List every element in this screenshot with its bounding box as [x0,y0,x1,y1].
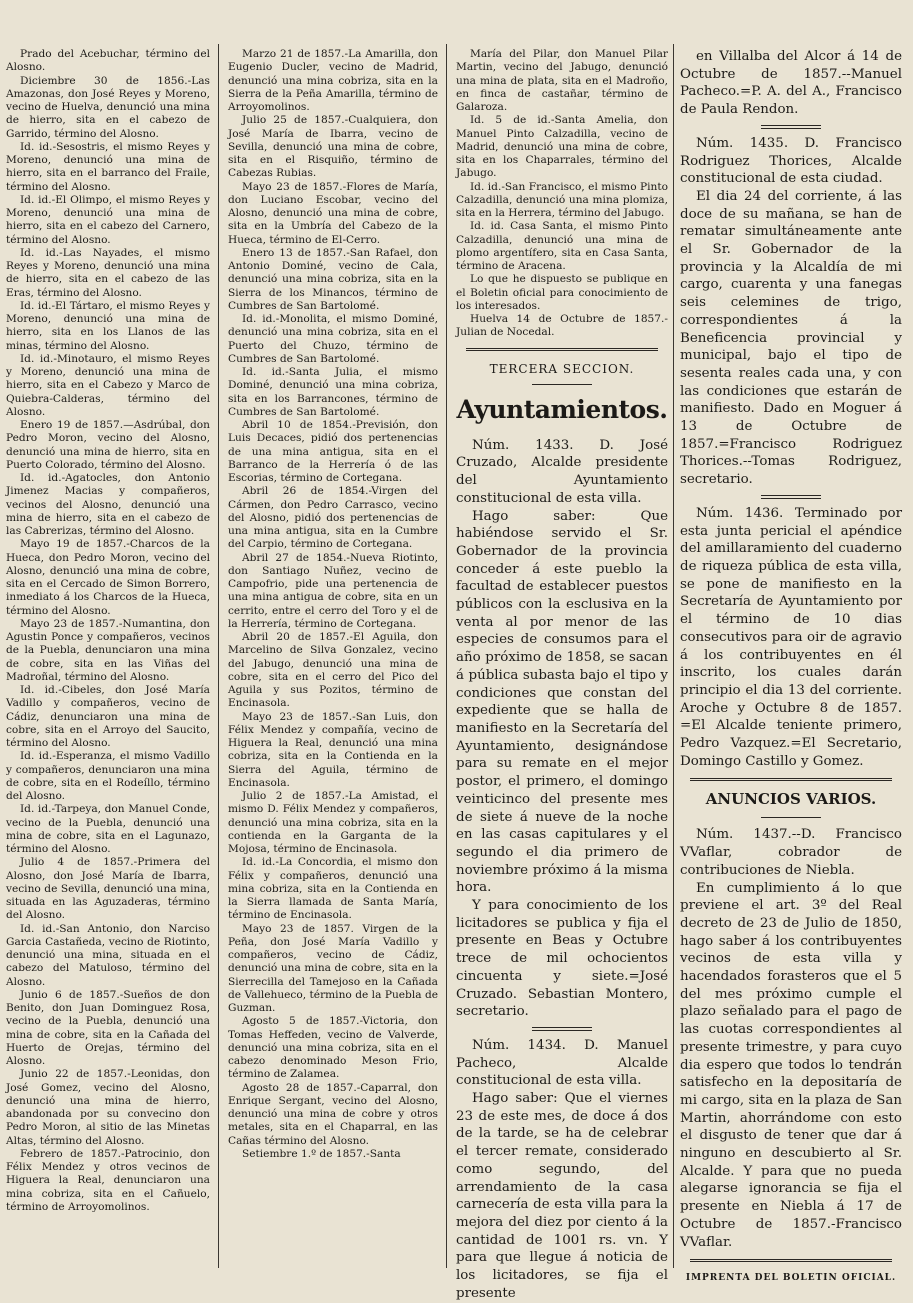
notice-1435-body: El dia 24 del corriente, á las doce de su mañana, se han de rematar simultáneamente ante el Sr. Gobernador de la provincia y la Alcaldía de mi cargo, cuarenta y una fanegas seis celemines de trigo, correspondientes á la Beneficencia provincial y municipal, bajo el tipo de sesenta reales cada una, y con las condiciones que estarán de manifiesto. Dado en Moguer á 13 de Octubre de 1857.=Francisco Rodriguez Thorices.--Tomas Rodriguez, secretario. [680,188,902,488]
column-rule [673,44,674,1268]
mine-entry: Id. id.-Agatocles, don Antonio Jimenez Macias y compañeros, vecinos del Alosno, denunció una mina de hierro, sita en el cabezo de las Cabrerizas, término del Alosno. [6,472,210,537]
notice-1434-body: Hago saber: Que el viernes 23 de este mes, de doce á dos de la tarde, se ha de celebrar el tercer remate, considerado como segundo, del arrendamiento de la casa carnecería de esta villa para la mejora del diez por ciento á la cantidad de 1001 rs. vn. Y para que llegue á noticia de los licitadores, se fija el presente [456,1091,668,1301]
mine-entry: Marzo 21 de 1857.-La Amarilla, don Eugenio Ducler, vecino de Madrid, denunció una mina cobriza, sita en la Sierra de la Peña Amarilla, término de Arroyomolinos. [228,48,438,113]
mine-entry: Julio 2 de 1857.-La Amistad, el mismo D. Félix Mendez y compañeros, denunció una mina cobriza, sita en la contienda en la Garganta de la Mojosa, término de Encinasola. [228,790,438,855]
column-3 [456,48,668,1301]
mine-entry: Abril 10 de 1854.-Previsión, don Luis Decaces, pidió dos pertenencias de una mina antigua, sita en el Barranco de la Herrería ó de las Escorias, término de Cortegana. [228,419,438,484]
column-rule [218,44,219,1268]
mine-entry: Enero 19 de 1857.—Asdrúbal, don Pedro Moron, vecino del Alosno, denunció una mina de hierro, sita en Puerto Colorado, término del Alosno. [6,419,210,471]
notice-1436: Núm. 1436. Terminado por esta junta pericial el apéndice del amillaramiento del cuaderno de riqueza pública de esta villa, se pone de manifiesto en la Secretaría de Ayuntamiento por el término de 10 dias consecutivos para oir de agravio á los contribuyentes en él inscrito, los cuales darán principio el dia 13 del corriente. Aroche y Octubre 8 de 1857. =El Alcalde teniente primero, Pedro Vazquez.=El Secretario, Domingo Castillo y Gomez. [680,505,902,769]
short-rule [761,125,821,129]
mine-entry: Id. id.-San Francisco, el mismo Pinto Calzadilla, denunció una mina plomiza, sita en la Herrera, término del Jabugo. [456,180,668,219]
mine-entry: Prado del Acebuchar, término del Alosno. [6,48,210,74]
mine-entry: Enero 13 de 1857.-San Rafael, don Antonio Dominé, vecino de Cala, denunció una mina cobriza, sita en la Sierra de los Minancos, término de Cumbres de San Bartolomé. [228,246,438,312]
double-rule [690,778,892,781]
section-title: TERCERA SECCION. [489,361,635,376]
mine-entry: Id. id.-Esperanza, el mismo Vadillo y compañeros, denunciaron una mina de cobre, sita en el Rodeíllo, término del Alosno. [6,750,210,802]
mine-entry: Abril 20 de 1857.-El Aguila, don Marcelino de Silva Gonzalez, vecino del Jabugo, denunció una mina de cobre, sita en el cerro del Pico del Aguila y sus Pozitos, término de Encinasola. [228,631,438,710]
mine-entry: Mayo 23 de 1857.-Flores de María, don Luciano Escobar, vecino del Alosno, denunció una mina de cobre, sita en la Umbría del Cabezo de la Hueca, término de El-Cerro. [228,180,438,246]
mine-entry: Agosto 28 de 1857.-Caparral, don Enrique Sergant, vecino del Alosno, denunció una mina de cobre y otros metales, sita en el Chaparral, en las Cañas término del Alosno. [228,1081,438,1147]
column-rule [446,44,447,1268]
mine-entry: Abril 26 de 1854.-Virgen del Cármen, don Pedro Carrasco, vecino del Alosno, pidió dos pertenencias de una mina antigua, sita en la Cumbre del Carpio, término de Cortegana. [228,485,438,551]
mine-entry: Mayo 23 de 1857.-Numantina, don Agustin Ponce y compañeros, vecinos de la Puebla, denunciaron una mina de cobre, sita en las Viñas del Madroñal, término del Alosno. [6,617,210,683]
mine-entry: Id. id.-Sesostris, el mismo Reyes y Moreno, denunció una mina de hierro, sita en el barranco del Fraile, término del Alosno. [6,140,210,193]
notice-1434-end: en Villalba del Alcor á 14 de Octubre de 1857.--Manuel Pacheco.=P. A. del A., Francisco de Paula Rendon. [680,49,902,118]
mine-entry: Id. id.-Monolita, el mismo Dominé, denunció una mina cobriza, sita en el Puerto del Chuzo, término de Cumbres de San Bartolomé. [228,313,438,365]
mine-entry: Julio 25 de 1857.-Cualquiera, don José María de Ibarra, vecino de Sevilla, denunció una mina de cobre, sita en el Risquiño, término de Cabezas Rubias. [228,114,438,180]
mine-entry: Id. id.-Minotauro, el mismo Reyes y Moreno, denunció una mina de hierro, sita en el Cabezo y Marco de Quiebra-Calderas, término del Alosno. [6,352,210,418]
mine-entry: Febrero de 1857.-Patrocinio, don Félix Mendez y otros vecinos de Higuera la Real, denunciaron una mina cobriza, sita en el Cañuelo, término de Arroyomolinos. [6,1147,210,1213]
mine-entry: Junio 22 de 1857.-Leonidas, don José Gomez, vecino del Alosno, denunció una mina de hierro, abandonada por su convecino don Pedro Moron, al sitio de las Minetas Altas, término del Alosno. [6,1068,210,1147]
notice-1433-heading: Núm. 1433. D. José Cruzado, Alcalde presidente del Ayuntamiento constitucional de esta villa. [456,437,668,506]
column-2 [228,48,438,1270]
mine-entry: María del Pilar, don Manuel Pilar Martin, vecino del Jabugo, denunció una mina de plata, sita en el Madroño, en finca de castañar, término de Galaroza. [456,48,668,113]
notice-1434-heading: Núm. 1434. D. Manuel Pacheco, Alcalde constitucional de esta villa. [456,1037,668,1089]
section-heading: Ayuntamientos. [456,394,668,424]
signoff: Huelva 14 de Octubre de 1857.-Julian de Nocedal. [456,313,668,339]
mine-entry: Mayo 23 de 1857. Virgen de la Peña, don José María Vadillo y compañeros, vecino de Cádiz, denunció una mina de cobre, sita en la Sierrecilla del Tamejoso en la Cañada de Vallehueco, término de la Puebla de Guzman. [228,922,438,1014]
mine-entry: Id. id.-Las Nayades, el mismo Reyes y Moreno, denunció una mina de hierro, sita en el cabezo de las Eras, término del Alosno. [6,246,210,299]
mine-entry: Diciembre 30 de 1856.-Las Amazonas, don José Reyes y Moreno, vecino de Huelva, denunció una mina de hierro, sita en el cabezo de Garrido, término del Alosno. [6,74,210,140]
column-4 [680,48,902,1284]
closing-note: Lo que he dispuesto se publique en el Boletin oficial para conocimiento de los interesados. [456,273,668,312]
notice-1437-body: En cumplimiento á lo que previene el art. 3º del Real decreto de 23 de Julio de 1850, hago saber á los contribuyentes vecinos de esta villa y hacendados forasteros que el 5 del mes próximo cumple el plazo señalado para el pago de las cuotas correspondientes al presente trimestre, y para cuyo dia espero que todos lo tendrán satisfecho en la depositaría de mi cargo, sita en la plaza de San Martin, ahorrándome con esto el disgusto de tener que dar á ninguno en descubierto al Sr. Alcalde. Y para que no pueda alegarse ignorancia se fija el presente en Niebla á 17 de Octubre de 1857.-Francisco VVaflar. [680,880,902,1250]
mine-entry: Id. id.-El Tártaro, el mismo Reyes y Moreno, denunció una mina de hierro, sita en los Llanos de las minas, término del Alosno. [6,299,210,352]
mine-entry: Id. id.-La Concordia, el mismo don Félix y compañeros, denunció una mina cobriza, sita en la Contienda en la Sierra llamada de Santa María, término de Encinasola. [228,856,438,922]
printer-credit: IMPRENTA DEL BOLETIN OFICIAL. [685,1273,897,1284]
section-heading: ANUNCIOS VARIOS. [705,790,877,809]
short-rule [532,384,592,385]
short-rule [532,1027,592,1031]
notice-1437-heading: Núm. 1437.--D. Francisco VVaflar, cobrador de contribuciones de Niebla. [680,827,902,878]
notice-1435-heading: Núm. 1435. D. Francisco Rodriguez Thorices, Alcalde constitucional de esta ciudad. [680,135,902,187]
short-rule [761,817,821,818]
mine-entry: Abril 27 de 1854.-Nueva Riotinto, don Santiago Nuñez, vecino de Campofrio, pide una pertenencia de una mina antigua de cobre, sita en un cerrito, entre el cerro del Toro y el de la Herrería, término de Cortegana. [228,551,438,630]
double-rule [466,348,658,351]
notice-1433-body: Hago saber: Que habiéndose servido el Sr. Gobernador de la provincia conceder á este pueblo la facultad de establecer puestos públicos con la esclusiva en la venta al por menor de las especies de consumos para el año próximo de 1858, se sacan á pública subasta bajo el tipo y condiciones que constan del expediente que se halla de manifiesto en la Secretaría del Ayuntamiento, designándose para su remate en el mejor postor, el primero, el domingo veinticinco del presente mes de siete á nueve de la noche en las casas capitulares y el segundo el dia primero de noviembre próximo á la misma hora. [456,508,668,896]
mine-entry: Id. id. Casa Santa, el mismo Pinto Calzadilla, denunció una mina de plomo argentífero, sita en Casa Santa, término de Aracena. [456,220,668,272]
mine-entry: Mayo 23 de 1857.-San Luis, don Félix Mendez y compañía, vecino de Higuera la Real, denunció una mina cobriza, sita en la Contienda en la Sierra del Aguila, término de Encinasola. [228,710,438,789]
short-rule [761,495,821,499]
mine-entry: Julio 4 de 1857.-Primera del Alosno, don José María de Ibarra, vecino de Sevilla, denunció una mina, situada en las Aguzaderas, término del Alosno. [6,856,210,922]
mine-entry: Agosto 5 de 1857.-Victoria, don Tomas Heffeden, vecino de Valverde, denunció una mina cobriza, sita en el cabezo denominado Meson Frio, término de Zalamea. [228,1015,438,1081]
mine-entry: Id. id.-Cibeles, don José María Vadillo y compañeros, vecino de Cádiz, denunciaron una mina de cobre, sita en el Arroyo del Saucito, término del Alosno. [6,684,210,749]
double-rule [690,1259,892,1262]
mine-entry: Junio 6 de 1857.-Sueños de don Benito, don Juan Dominguez Rosa, vecino de la Puebla, denunció una mina de cobre, sita en la Cañada del Huerto de Orejas, término del Alosno. [6,988,210,1067]
notice-1433-closing: Y para conocimiento de los licitadores se publica y fija el presente en Beas y Octubre trece de mil ochocientos cincuenta y siete.=José Cruzado. Sebastian Montero, secretario. [456,898,668,1020]
mine-entry: Setiembre 1.º de 1857.-Santa [242,1147,401,1160]
mine-entry: Mayo 19 de 1857.-Charcos de la Hueca, don Pedro Moron, vecino del Alosno, denunció una mina de cobre, sita en el Cercado de Simon Borrero, inmediato á los Charcos de la Hueca, término del Alosno. [6,538,210,617]
column-1 [6,48,210,1270]
mine-entry: Id. 5 de id.-Santa Amelia, don Manuel Pinto Calzadilla, vecino de Madrid, denunció una mina de cobre, sita en los Chaparrales, término del Jabugo. [456,114,668,180]
mine-entry: Id. id.-Santa Julia, el mismo Dominé, denunció una mina cobriza, sita en los Barrancones, término de Cumbres de San Bartolomé. [228,366,438,418]
mine-entry: Id. id.-Tarpeya, don Manuel Conde, vecino de la Puebla, denunció una mina de cobre, sita en el Lagunazo, término del Alosno. [6,803,210,855]
mine-entry: Id. id.-El Olimpo, el mismo Reyes y Moreno, denunció una mina de hierro, sita en el cabezo del Carnero, término del Alosno. [6,193,210,246]
mine-entry: Id. id.-San Antonio, don Narciso Garcia Castañeda, vecino de Riotinto, denunció una mina, situada en el cabezo del Matuloso, término del Alosno. [6,922,210,988]
